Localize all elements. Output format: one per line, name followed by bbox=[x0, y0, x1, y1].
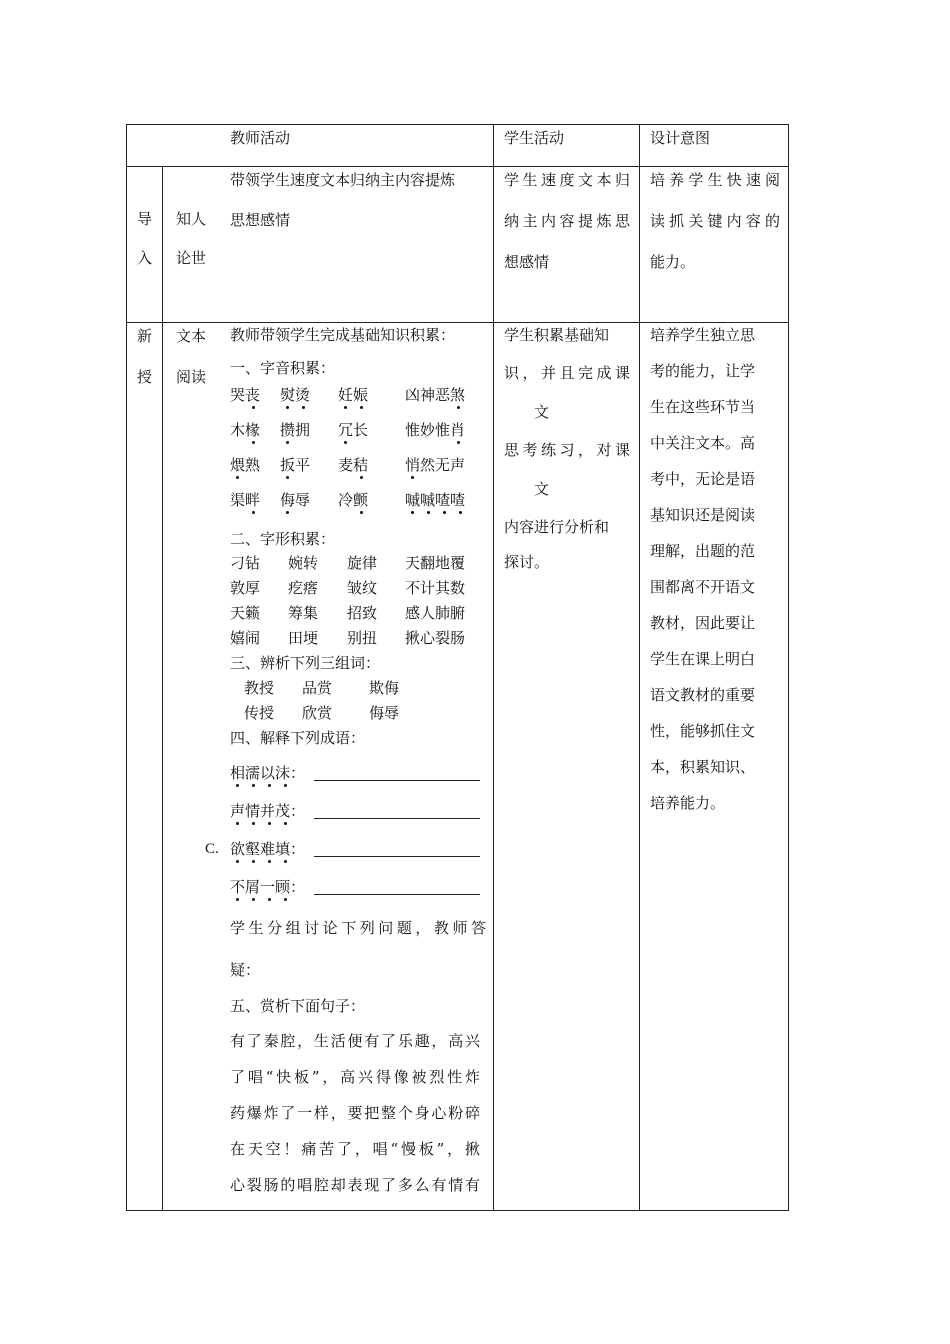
emphasis-dot bbox=[252, 511, 255, 514]
pron-word: 悄然无声 bbox=[405, 456, 466, 474]
teacher-intro: 教师带领学生完成基础知识积累： bbox=[230, 326, 456, 344]
emphasis-dot bbox=[236, 476, 239, 479]
row2-design-line: 围都离不开语文 bbox=[650, 578, 756, 596]
distinguish-word: 教授 bbox=[244, 679, 275, 697]
emphasis-dot bbox=[284, 784, 287, 787]
idiom-c-prefix: C. bbox=[205, 841, 219, 857]
emphasis-dot bbox=[286, 406, 289, 409]
table-border-right bbox=[788, 124, 789, 1211]
idiom-label: 欲壑难填： bbox=[230, 840, 306, 858]
answer-blank[interactable] bbox=[314, 818, 480, 819]
row2-student-line: 思考练习，对课 bbox=[504, 441, 630, 459]
header-teacher-activity: 教师活动 bbox=[230, 129, 291, 147]
row1-design-line: 能力。 bbox=[650, 253, 696, 271]
table-col-divider-student bbox=[639, 124, 640, 1211]
row2-student-line: 文 bbox=[534, 403, 550, 421]
emphasis-dot bbox=[360, 476, 363, 479]
emphasis-dot bbox=[252, 406, 255, 409]
idiom-label: 声情并茂： bbox=[230, 802, 306, 820]
distinguish-word: 品赏 bbox=[302, 679, 333, 697]
emphasis-dot bbox=[252, 822, 255, 825]
emphasis-dot bbox=[457, 441, 460, 444]
row2-design-line: 考中，无论是语 bbox=[650, 470, 756, 488]
shape-word: 敦厚 bbox=[230, 579, 261, 597]
emphasis-dot bbox=[284, 898, 287, 901]
pron-word: 妊娠 bbox=[338, 386, 369, 404]
emphasis-dot bbox=[252, 860, 255, 863]
row1-section-char: 入 bbox=[137, 249, 153, 267]
emphasis-dot bbox=[344, 406, 347, 409]
shape-title: 二、字形积累： bbox=[230, 530, 336, 548]
row2-design-line: 培养能力。 bbox=[650, 794, 726, 812]
pron-word: 木椽 bbox=[230, 421, 261, 439]
distinguish-word: 欣赏 bbox=[302, 704, 333, 722]
table-col-divider-section bbox=[162, 166, 163, 1211]
row2-design-line: 语文教材的重要 bbox=[650, 686, 756, 704]
distinguish-title: 三、辨析下列三组词： bbox=[230, 654, 381, 672]
emphasis-dot bbox=[236, 860, 239, 863]
pron-word: 嘁嘁喳喳 bbox=[405, 491, 466, 509]
emphasis-dot bbox=[457, 406, 460, 409]
shape-word: 旋律 bbox=[347, 554, 378, 572]
row2-student-line: 文 bbox=[534, 480, 550, 498]
emphasis-dot bbox=[360, 406, 363, 409]
distinguish-word: 侮辱 bbox=[369, 704, 400, 722]
discussion-text: 学生分组讨论下列问题，教师答 bbox=[230, 919, 486, 937]
emphasis-dot bbox=[268, 784, 271, 787]
row1-teacher-line: 思想感情 bbox=[230, 211, 291, 229]
emphasis-dot bbox=[236, 898, 239, 901]
row1-student-line: 学生速度文本归 bbox=[504, 171, 630, 189]
shape-word: 疙瘩 bbox=[288, 579, 319, 597]
emphasis-dot bbox=[302, 406, 305, 409]
idiom-label: 相濡以沫： bbox=[230, 764, 306, 782]
shape-word: 嬉闹 bbox=[230, 629, 261, 647]
pron-word: 扳平 bbox=[280, 456, 311, 474]
header-design-intent: 设计意图 bbox=[650, 129, 711, 147]
row2-design-line: 本，积累知识、 bbox=[650, 758, 756, 776]
row2-design-line: 考的能力，让学 bbox=[650, 362, 756, 380]
row2-design-line: 生在这些环节当 bbox=[650, 398, 756, 416]
emphasis-dot bbox=[252, 784, 255, 787]
row1-design-line: 读抓关键内容的 bbox=[650, 212, 780, 230]
row2-student-line: 学生积累基础知 bbox=[504, 326, 610, 344]
shape-word: 揪心裂肠 bbox=[405, 629, 466, 647]
passage-line: 在天空！痛苦了，唱“慢板”，揪 bbox=[230, 1140, 480, 1158]
pron-word: 凶神恶煞 bbox=[405, 386, 466, 404]
passage-line: 有了秦腔，生活便有了乐趣，高兴 bbox=[230, 1032, 480, 1050]
pron-word: 麦秸 bbox=[338, 456, 369, 474]
emphasis-dot bbox=[284, 860, 287, 863]
emphasis-dot bbox=[252, 441, 255, 444]
answer-blank[interactable] bbox=[314, 780, 480, 781]
shape-word: 婉转 bbox=[288, 554, 319, 572]
table-col-divider-teacher bbox=[493, 124, 494, 1211]
shape-word: 皱纹 bbox=[347, 579, 378, 597]
emphasis-dot bbox=[268, 860, 271, 863]
pron-word: 惟妙惟肖 bbox=[405, 421, 466, 439]
row1-design-line: 培养学生快速阅 bbox=[650, 171, 780, 189]
pron-word: 冗长 bbox=[338, 421, 369, 439]
emphasis-dot bbox=[286, 511, 289, 514]
pron-word: 冷颤 bbox=[338, 491, 369, 509]
emphasis-dot bbox=[459, 511, 462, 514]
idiom-title: 四、解释下列成语： bbox=[230, 729, 366, 747]
emphasis-dot bbox=[236, 784, 239, 787]
passage-line: 药爆炸了一样，要把整个身心粉碎 bbox=[230, 1104, 480, 1122]
row2-design-line: 理解，出题的范 bbox=[650, 542, 756, 560]
table-row-divider-1 bbox=[126, 166, 789, 167]
row2-design-line: 性，能够抓住文 bbox=[650, 722, 756, 740]
pron-word: 攒拥 bbox=[280, 421, 311, 439]
emphasis-dot bbox=[427, 511, 430, 514]
row2-design-line: 学生在课上明白 bbox=[650, 650, 756, 668]
row2-design-line: 基知识还是阅读 bbox=[650, 506, 756, 524]
table-border-bottom bbox=[126, 1210, 789, 1211]
row2-student-line: 识，并且完成课 bbox=[504, 364, 630, 382]
emphasis-dot bbox=[284, 822, 287, 825]
emphasis-dot bbox=[268, 822, 271, 825]
shape-word: 筹集 bbox=[288, 604, 319, 622]
emphasis-dot bbox=[286, 476, 289, 479]
row2-subsection: 文本 bbox=[176, 327, 207, 345]
row1-student-line: 纳主内容提炼思 bbox=[504, 212, 630, 230]
pronunciation-title: 一、字音积累： bbox=[230, 359, 336, 377]
row1-subsection: 论世 bbox=[176, 249, 207, 267]
distinguish-word: 传授 bbox=[244, 704, 275, 722]
appreciate-title: 五、赏析下面句子： bbox=[230, 997, 366, 1015]
idiom-label: 不屑一顾： bbox=[230, 878, 306, 896]
passage-line: 心裂肠的唱腔却表现了多么有情有 bbox=[230, 1176, 480, 1194]
answer-blank[interactable] bbox=[314, 894, 480, 895]
emphasis-dot bbox=[344, 441, 347, 444]
shape-word: 天翻地覆 bbox=[405, 554, 466, 572]
emphasis-dot bbox=[443, 511, 446, 514]
pron-word: 煨熟 bbox=[230, 456, 261, 474]
row2-design-line: 培养学生独立思 bbox=[650, 326, 756, 344]
row1-teacher-line: 带领学生速度文本归纳主内容提炼 bbox=[230, 171, 456, 189]
shape-word: 招致 bbox=[347, 604, 378, 622]
row2-design-line: 教材，因此要让 bbox=[650, 614, 756, 632]
row1-section-char: 导 bbox=[137, 210, 153, 228]
row2-student-line: 内容进行分析和 bbox=[504, 518, 610, 536]
passage-line: 了唱“快板”，高兴得像被烈性炸 bbox=[230, 1068, 480, 1086]
shape-word: 田埂 bbox=[288, 629, 319, 647]
emphasis-dot bbox=[411, 511, 414, 514]
row2-design-line: 中关注文本。高 bbox=[650, 434, 756, 452]
table-border-left bbox=[126, 124, 127, 1211]
row2-section-char: 新 bbox=[137, 327, 153, 345]
shape-word: 不计其数 bbox=[405, 579, 466, 597]
shape-word: 天籁 bbox=[230, 604, 261, 622]
table-row-divider-2 bbox=[126, 322, 789, 323]
emphasis-dot bbox=[268, 898, 271, 901]
emphasis-dot bbox=[360, 511, 363, 514]
shape-word: 感人肺腑 bbox=[405, 604, 466, 622]
row1-subsection: 知人 bbox=[176, 210, 207, 228]
emphasis-dot bbox=[236, 822, 239, 825]
shape-word: 别扭 bbox=[347, 629, 378, 647]
emphasis-dot bbox=[286, 441, 289, 444]
shape-word: 刁钻 bbox=[230, 554, 261, 572]
distinguish-word: 欺侮 bbox=[369, 679, 400, 697]
row2-section-char: 授 bbox=[137, 368, 153, 386]
table-border-top bbox=[126, 124, 789, 125]
header-student-activity: 学生活动 bbox=[504, 129, 565, 147]
row2-subsection: 阅读 bbox=[176, 368, 207, 386]
row1-student-line: 想感情 bbox=[504, 253, 550, 271]
pron-word: 哭丧 bbox=[230, 386, 261, 404]
pron-word: 渠畔 bbox=[230, 491, 261, 509]
emphasis-dot bbox=[252, 898, 255, 901]
answer-blank[interactable] bbox=[314, 856, 480, 857]
row2-student-line: 探讨。 bbox=[504, 553, 550, 571]
pron-word: 熨烫 bbox=[280, 386, 311, 404]
emphasis-dot bbox=[411, 476, 414, 479]
discussion-text: 疑： bbox=[230, 961, 261, 979]
pron-word: 侮辱 bbox=[280, 491, 311, 509]
